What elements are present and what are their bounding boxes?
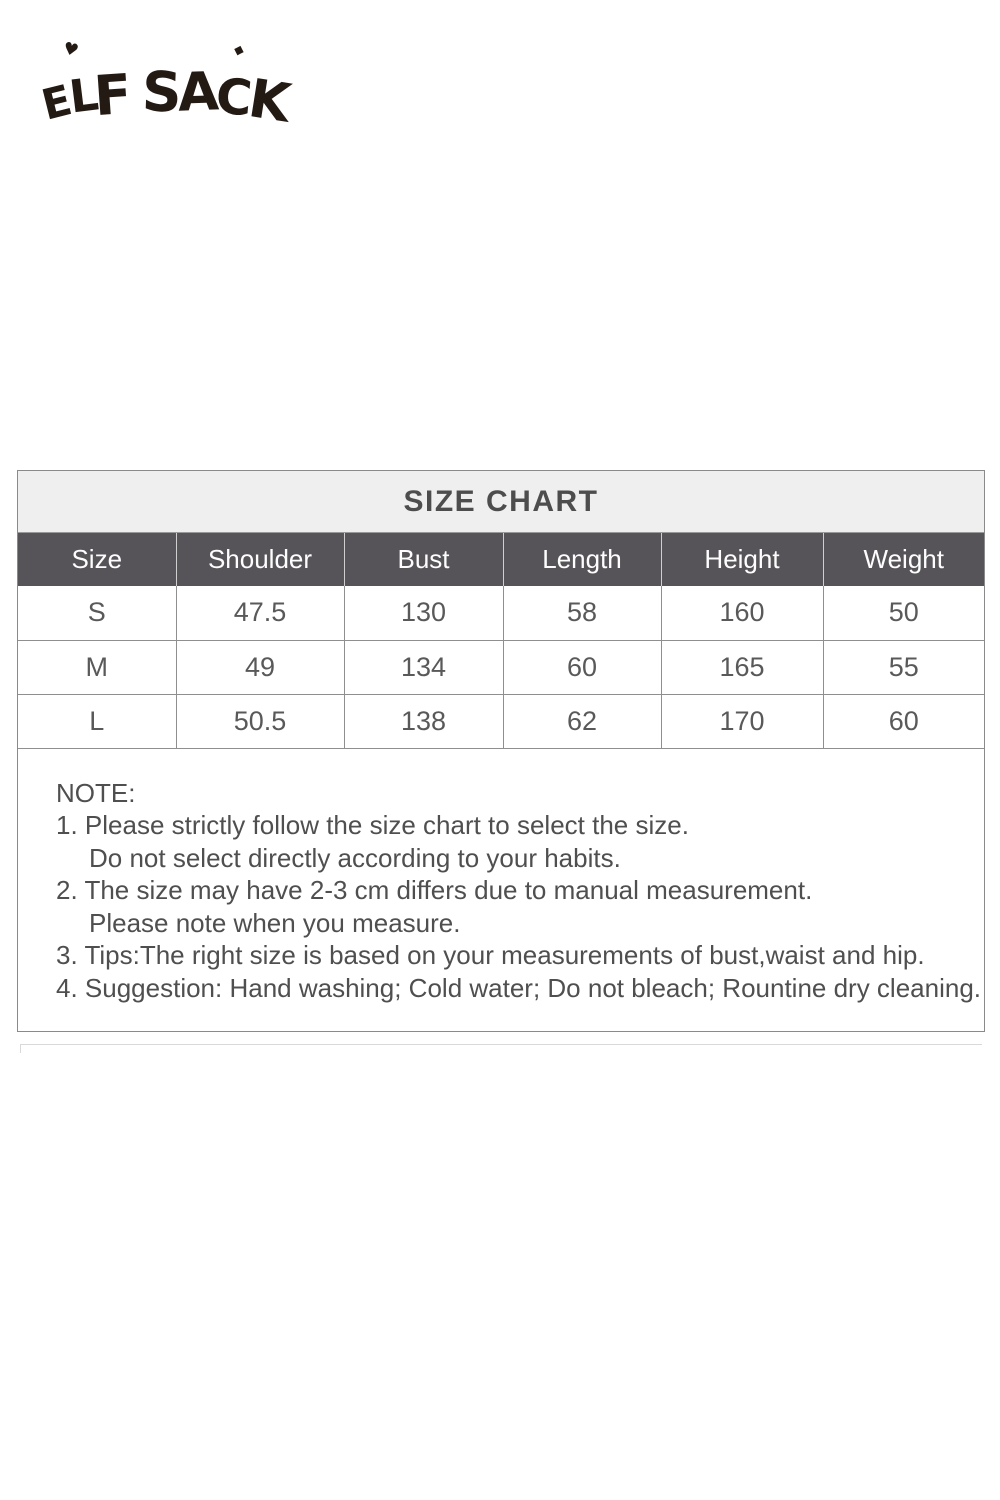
note-line: 1. Please strictly follow the size chart to select the size. — [56, 810, 689, 840]
col-header-weight: Weight — [823, 533, 984, 586]
col-header-shoulder: Shoulder — [176, 533, 344, 586]
cell-weight: 55 — [823, 640, 984, 694]
note-line: 4. Suggestion: Hand washing; Cold water; Do not bleach; Rountine dry cleaning. — [56, 972, 982, 1003]
size-chart-title: SIZE CHART — [18, 471, 984, 533]
note-line: 3. Tips:The right size is based on your measurements of bust,waist and hip. — [56, 940, 925, 970]
cell-shoulder: 50.5 — [176, 694, 344, 748]
logo-heart-icon: ♥ — [60, 38, 81, 62]
cell-size: L — [18, 694, 176, 748]
next-section-divider — [20, 1044, 982, 1045]
cell-height: 160 — [661, 586, 823, 640]
col-header-height: Height — [661, 533, 823, 586]
cell-weight: 60 — [823, 694, 984, 748]
logo-diamond-icon: ◆ — [231, 41, 247, 60]
cell-bust: 134 — [344, 640, 503, 694]
logo-letter: E — [36, 75, 77, 130]
col-header-bust: Bust — [344, 533, 503, 586]
logo-letter: C — [213, 67, 255, 128]
table-row-size-l — [18, 694, 984, 748]
cell-size: M — [18, 640, 176, 694]
col-header-size: Size — [18, 533, 176, 586]
cell-height: 170 — [661, 694, 823, 748]
logo-letter: F — [92, 61, 135, 129]
cell-bust: 130 — [344, 586, 503, 640]
cell-height: 165 — [661, 640, 823, 694]
col-header-length: Length — [503, 533, 661, 586]
logo-letter: L — [66, 67, 102, 124]
logo-letter: A — [176, 61, 220, 124]
next-section-divider-stub — [20, 1044, 21, 1053]
logo-letter: K — [244, 68, 295, 135]
logo-letter: S — [140, 59, 183, 125]
table-row-size-m — [18, 640, 984, 694]
table-row-size-s — [18, 586, 984, 640]
cell-weight: 50 — [823, 586, 984, 640]
cell-length: 62 — [503, 694, 661, 748]
cell-bust: 138 — [344, 694, 503, 748]
note-line: 2. The size may have 2-3 cm differs due to manual measurement. — [56, 875, 813, 905]
brand-logo — [36, 38, 295, 135]
cell-size: S — [18, 586, 176, 640]
cell-length: 60 — [503, 640, 661, 694]
note-heading: NOTE: — [56, 777, 136, 808]
cell-shoulder: 49 — [176, 640, 344, 694]
note-line: Do not select directly according to your habits. — [89, 842, 621, 873]
cell-shoulder: 47.5 — [176, 586, 344, 640]
size-table-header-row — [18, 533, 984, 586]
size-chart-panel — [17, 470, 985, 1032]
note-line: Please note when you measure. — [89, 907, 461, 938]
cell-length: 58 — [503, 586, 661, 640]
note-section — [18, 749, 984, 1031]
size-table — [18, 533, 984, 749]
